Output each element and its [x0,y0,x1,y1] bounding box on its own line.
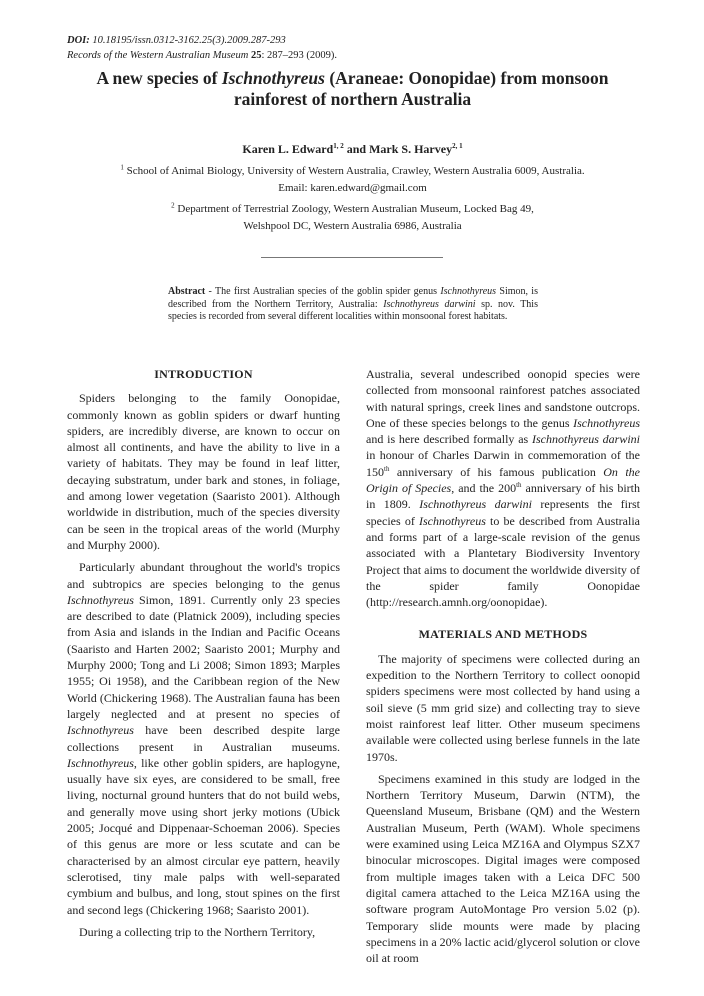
cont-text-b: and is here described formally as [366,432,532,447]
intro-p2-genus-2: Ischnothyreus [67,723,134,738]
journal-pages: : 287–293 (2009). [261,50,337,61]
title-genus: Ischnothyreus [221,68,325,88]
paper-title [70,68,635,110]
affil-2-line2: Welshpool DC, Western Australia 6986, Australia [243,220,462,232]
abstract [168,286,538,324]
affil-1-marker: 1 [120,163,124,172]
methods-paragraph-2: Specimens examined in this study are lodged in the Northern Territory Museum, Darwin (NTM), the Queensland Museum, Brisbane (QM) and the Western Australian Museum, Perth (WAM). Whole specimens were examined using Leica MZ16A and Olympus SZX7 binocular microscopes. Digital images were composed from multiple images taken with a Leica DFC 500 digital camera attached to the Leica MZ16A using the software program AutoMontage Pro version 5.02 (p). Temporary slide mounts were made by placing specimens in a 20% lactic acid/glycerol solution or clove oil at room [366,771,640,966]
affil-2-line1: Department of Terrestrial Zoology, Western Australian Museum, Locked Bag 49, [174,203,534,215]
cont-species-1: Ischnothyreus darwini [532,432,641,447]
affiliation-2 [80,201,625,235]
separator-rule [261,257,443,258]
intro-p2-text-c: have been described despite large collections present in Australian museums. [67,723,340,754]
cont-text-d: anniversary of his famous publication [389,464,604,479]
intro-p2-genus-1: Ischnothyreus [67,592,134,607]
methods-heading: MATERIALS AND METHODS [418,627,588,642]
intro-paragraph-3: During a collecting trip to the Northern Territory, [79,924,316,939]
cont-text-h: to be described from Australia and forms part of a large-scale revision of the genus associated with a Plantetary Biodiversity Inventory Project that aims to document the worldwide diversity of the spider family Oonopidae (http://research.amnh.org/oonopidae). [366,513,640,610]
cont-book-title: On the Origin of Species [366,464,640,496]
journal-volume: 25 [250,50,262,61]
affil-1-email: Email: karen.edward@gmail.com [278,182,427,194]
cont-text-f: anniversary of his birth in 1809. [366,481,640,512]
intro-continuation [366,366,640,610]
cont-text-a: Australia, several undescribed oonopid species were collected from monsoonal rainforest patches associated with natural springs, creek lines and sandstone outcrops. One of these species belongs to the genus [366,367,640,430]
abstract-genus: Ischnothyreus [440,286,497,297]
cont-genus-1: Ischnothyreus [573,415,640,430]
right-column [366,366,640,972]
cont-species-2: Ischnothyreus darwini [419,497,532,512]
doi-line [67,34,286,48]
doi-value: 10.18195/issn.0312-3162.25(3).2009.287-293 [92,35,286,46]
author-list [70,142,635,157]
methods-paragraph-1: The majority of specimens were collected during an expedition to the Northern Territory to collect oonopid spiders specimens were most collected by hand using a soil sieve (5 mm grid size) and collecting tray to sieve moist rainforest leaf litter. Other museum specimens available were collected using berlese funnels in the late 1970s. [366,651,640,764]
cont-sup-1: th [384,464,390,473]
cont-text-g: represents the first species of [366,497,641,528]
title-text-2: (Araneae: Oonopidae) from monsoon rainforest of northern Australia [233,68,609,109]
abstract-species: Ischnothyreus darwini [383,298,476,310]
affil-2-marker: 2 [171,201,175,210]
intro-paragraph-1: Spiders belonging to the family Oonopidae, commonly known as goblin spiders or dwarf hunting spiders, are incredibly diverse, are known to occur on almost all continents, and have the ability to live in a variety of habitats. They may be found in leaf litter, decaying substratum, under bark and stones, in foliage, and among lower vegetation (Saaristo 2001). Although worldwide in distribution, much of the species diversity can be seen in the tropical areas of the world (Murphy and Murphy 2000). [67,391,340,552]
author-2: Mark S. Harvey [369,142,453,156]
title-text-1: A new species of [96,68,222,88]
author-1-affil: 1, 2 [333,142,344,150]
intro-p2-text-a: Particularly abundant throughout the world's tropics and subtropics are species belonging to the genus [67,560,340,591]
introduction-heading: INTRODUCTION [154,367,253,381]
abstract-label: Abstract [168,286,206,297]
cont-sup-2: th [516,481,522,490]
affiliation-1 [80,163,625,197]
affil-1-line1: School of Animal Biology, University of Western Australia, Crawley, Western Australia 6009, Australia. [123,165,585,177]
intro-p2-genus-3: Ischnothyreus [67,755,134,770]
doi-label: DOI: [67,35,90,46]
cont-text-e: , and the 200 [451,481,517,496]
journal-name: Records of the Western Australian Museum [67,50,249,61]
author-joiner: and [343,142,370,156]
abstract-text-2: Simon, is described from the Northern Territory, Australia: [168,286,538,310]
abstract-text-1: - The first Australian species of the goblin spider genus [205,286,441,297]
author-2-affil: 2, 1 [452,142,463,150]
intro-paragraph-2 [67,559,340,918]
cont-genus-2: Ischnothyreus [418,513,486,528]
intro-p2-text-b: Simon, 1891. Currently only 23 species are described to date (Platnick 2009), including species from Asia and islands in the Indian and Pacific Oceans (Saaristo and Harten 2002; Saaristo 2001; Murphy and Murphy 2000; Tong and Li 2008; Simon 1893; Marples 1955; Oi 1958), and the Caribbean region of the New World (Chickering 1968). The Australian fauna has been largely neglected and at present no species of [67,592,340,721]
journal-citation [67,49,337,63]
intro-p2-text-d: , like other goblin spiders, are haplogyne, usually have six eyes, are considered to be small, free living, nocturnal ground hunters that do not build webs, and generally move using short jerky motions (Ubick 2005; Jocqué and Dippenaar-Schoeman 2006). Species of this genus are more or less scutate and can be characterised by an almost circular eye pattern, heavily sclerotised, tiny male palps with well-separated cymbium and bulbus, and long, stout spines on the first and second legs (Chickering 1968; Saaristo 2001). [67,755,340,917]
left-column [67,366,340,946]
abstract-text-3: sp. nov. This species is recorded from several different localities within monsoonal forest habitats. [168,298,538,322]
cont-text-c: in honour of Charles Darwin in commemoration of the 150 [366,448,640,479]
author-1: Karen L. Edward [242,142,334,156]
